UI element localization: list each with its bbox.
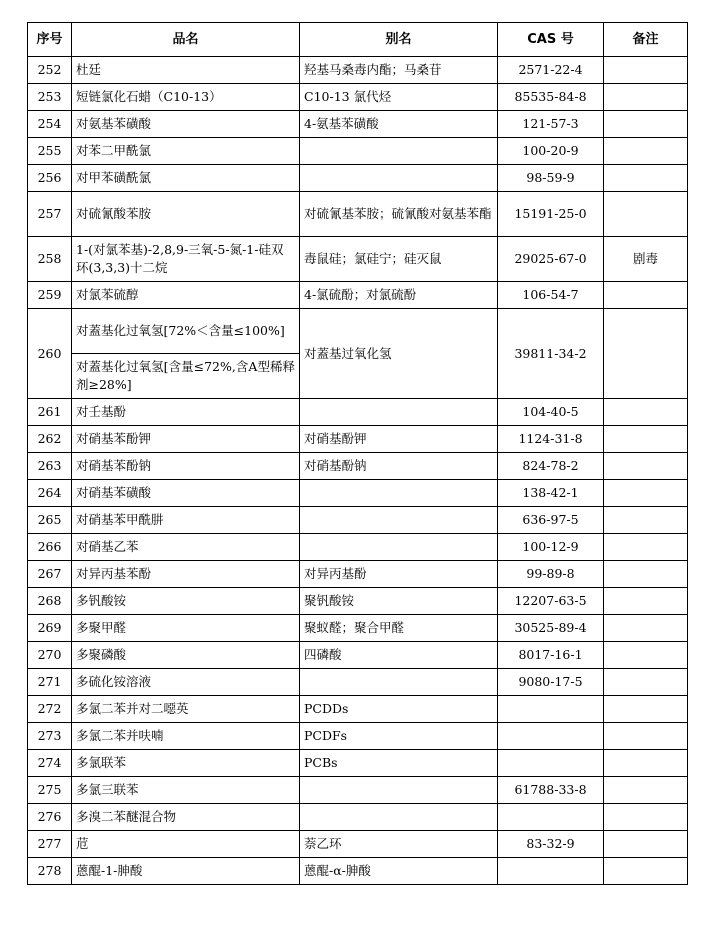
table-row	[28, 804, 688, 831]
cell-alias: 4-氨基苯磺酸	[300, 111, 498, 138]
cell-serial-number: 277	[28, 831, 72, 858]
cell-serial-number: 270	[28, 642, 72, 669]
table-row	[28, 831, 688, 858]
header-serial-number: 序号	[28, 23, 72, 57]
cell-alias: PCDFs	[300, 723, 498, 750]
cell-serial-number: 266	[28, 534, 72, 561]
cell-serial-number: 262	[28, 426, 72, 453]
table-row	[28, 111, 688, 138]
cell-serial-number: 264	[28, 480, 72, 507]
cell-alias: 聚钒酸铵	[300, 588, 498, 615]
table-row	[28, 309, 688, 354]
cell-alias	[300, 399, 498, 426]
table-row	[28, 669, 688, 696]
table-row	[28, 165, 688, 192]
cell-product-name: 对壬基酚	[72, 399, 300, 426]
cell-cas-number: 138-42-1	[498, 480, 604, 507]
cell-serial-number: 272	[28, 696, 72, 723]
cell-alias: 对硝基酚钠	[300, 453, 498, 480]
cell-remark	[604, 561, 688, 588]
cell-remark	[604, 723, 688, 750]
cell-alias	[300, 165, 498, 192]
cell-product-name: 短链氯化石蜡（C10-13）	[72, 84, 300, 111]
cell-product-name: 苊	[72, 831, 300, 858]
cell-product-name: 蒽醌-1-胂酸	[72, 858, 300, 885]
cell-cas-number: 106-54-7	[498, 282, 604, 309]
cell-product-name: 多聚磷酸	[72, 642, 300, 669]
table-row	[28, 57, 688, 84]
header-remark: 备注	[604, 23, 688, 57]
cell-product-name: 对氯苯硫醇	[72, 282, 300, 309]
cell-remark	[604, 192, 688, 237]
cell-serial-number: 253	[28, 84, 72, 111]
cell-serial-number: 257	[28, 192, 72, 237]
cell-cas-number	[498, 804, 604, 831]
cell-remark	[604, 165, 688, 192]
cell-cas-number: 1124-31-8	[498, 426, 604, 453]
cell-cas-number: 39811-34-2	[498, 309, 604, 399]
cell-alias	[300, 480, 498, 507]
cell-product-name: 对苯二甲酰氯	[72, 138, 300, 165]
cell-serial-number: 271	[28, 669, 72, 696]
table-row	[28, 750, 688, 777]
cell-serial-number: 269	[28, 615, 72, 642]
cell-cas-number: 98-59-9	[498, 165, 604, 192]
cell-remark	[604, 642, 688, 669]
cell-product-name: 对蓋基化过氧氢[含量≤72%,含A型稀释剂≥28%]	[72, 354, 300, 399]
cell-remark	[604, 669, 688, 696]
cell-alias	[300, 507, 498, 534]
cell-cas-number: 636-97-5	[498, 507, 604, 534]
cell-remark	[604, 858, 688, 885]
table-row	[28, 192, 688, 237]
cell-alias	[300, 804, 498, 831]
table-row	[28, 561, 688, 588]
table-row	[28, 480, 688, 507]
cell-alias: 四磷酸	[300, 642, 498, 669]
cell-serial-number: 252	[28, 57, 72, 84]
cell-cas-number	[498, 696, 604, 723]
table-row	[28, 399, 688, 426]
cell-remark	[604, 750, 688, 777]
cell-remark	[604, 696, 688, 723]
cell-remark	[604, 534, 688, 561]
cell-cas-number	[498, 750, 604, 777]
cell-product-name: 杜廷	[72, 57, 300, 84]
cell-alias: 对蓋基过氧化氢	[300, 309, 498, 399]
cell-remark	[604, 453, 688, 480]
cell-remark	[604, 399, 688, 426]
cell-alias: PCDDs	[300, 696, 498, 723]
cell-remark	[604, 57, 688, 84]
cell-alias: 聚蚁醛；聚合甲醛	[300, 615, 498, 642]
cell-product-name: 多氯三联苯	[72, 777, 300, 804]
cell-cas-number: 100-20-9	[498, 138, 604, 165]
cell-alias	[300, 534, 498, 561]
cell-remark	[604, 831, 688, 858]
cell-remark	[604, 777, 688, 804]
cell-alias: 4-氯硫酚；对氯硫酚	[300, 282, 498, 309]
cell-remark	[604, 480, 688, 507]
cell-remark	[604, 426, 688, 453]
cell-remark	[604, 138, 688, 165]
table-row	[28, 282, 688, 309]
cell-cas-number: 104-40-5	[498, 399, 604, 426]
cell-cas-number: 2571-22-4	[498, 57, 604, 84]
cell-cas-number: 8017-16-1	[498, 642, 604, 669]
cell-product-name: 对硫氰酸苯胺	[72, 192, 300, 237]
cell-cas-number: 9080-17-5	[498, 669, 604, 696]
cell-remark	[604, 111, 688, 138]
cell-product-name: 对硝基苯酚钠	[72, 453, 300, 480]
table-row	[28, 453, 688, 480]
cell-cas-number: 29025-67-0	[498, 237, 604, 282]
table-row	[28, 534, 688, 561]
table-row	[28, 858, 688, 885]
cell-serial-number: 259	[28, 282, 72, 309]
cell-cas-number	[498, 858, 604, 885]
cell-remark	[604, 282, 688, 309]
cell-remark: 剧毒	[604, 237, 688, 282]
cell-serial-number: 254	[28, 111, 72, 138]
table-row	[28, 426, 688, 453]
cell-product-name: 多氯联苯	[72, 750, 300, 777]
cell-alias: PCBs	[300, 750, 498, 777]
cell-cas-number: 15191-25-0	[498, 192, 604, 237]
cell-serial-number: 274	[28, 750, 72, 777]
table-row	[28, 642, 688, 669]
cell-remark	[604, 84, 688, 111]
cell-serial-number: 260	[28, 309, 72, 399]
cell-alias: 毒鼠硅；氯硅宁；硅灭鼠	[300, 237, 498, 282]
cell-serial-number: 258	[28, 237, 72, 282]
table-row	[28, 138, 688, 165]
table-row	[28, 84, 688, 111]
cell-product-name: 对甲苯磺酰氯	[72, 165, 300, 192]
cell-product-name: 对硝基苯甲酰肼	[72, 507, 300, 534]
cell-cas-number: 99-89-8	[498, 561, 604, 588]
cell-cas-number: 100-12-9	[498, 534, 604, 561]
table-row	[28, 696, 688, 723]
cell-alias	[300, 669, 498, 696]
cell-cas-number: 85535-84-8	[498, 84, 604, 111]
cell-serial-number: 263	[28, 453, 72, 480]
table-row	[28, 237, 688, 282]
cell-serial-number: 273	[28, 723, 72, 750]
cell-alias: 对硫氰基苯胺；硫氰酸对氨基苯酯	[300, 192, 498, 237]
cell-product-name: 多钒酸铵	[72, 588, 300, 615]
cell-serial-number: 267	[28, 561, 72, 588]
cell-remark	[604, 615, 688, 642]
cell-product-name: 对硝基苯磺酸	[72, 480, 300, 507]
header-alias: 别名	[300, 23, 498, 57]
cell-product-name: 多聚甲醛	[72, 615, 300, 642]
header-cas-number: CAS 号	[498, 23, 604, 57]
cell-remark	[604, 507, 688, 534]
cell-serial-number: 278	[28, 858, 72, 885]
cell-serial-number: 265	[28, 507, 72, 534]
cell-product-name: 多氯二苯并呋喃	[72, 723, 300, 750]
cell-product-name: 多溴二苯醚混合物	[72, 804, 300, 831]
cell-serial-number: 256	[28, 165, 72, 192]
cell-cas-number: 61788-33-8	[498, 777, 604, 804]
cell-remark	[604, 804, 688, 831]
cell-product-name: 对硝基乙苯	[72, 534, 300, 561]
cell-product-name: 对蓋基化过氧氢[72%＜含量≤100%]	[72, 309, 300, 354]
table-row	[28, 615, 688, 642]
cell-product-name: 多氯二苯并对二噁英	[72, 696, 300, 723]
cell-remark	[604, 309, 688, 399]
chemical-catalog-table	[27, 22, 688, 885]
cell-cas-number: 30525-89-4	[498, 615, 604, 642]
table-row	[28, 507, 688, 534]
cell-alias: 羟基马桑毒内酯；马桑苷	[300, 57, 498, 84]
cell-alias: 萘乙环	[300, 831, 498, 858]
cell-alias: 对硝基酚钾	[300, 426, 498, 453]
cell-alias: 蒽醌-α-胂酸	[300, 858, 498, 885]
table-row	[28, 777, 688, 804]
cell-serial-number: 275	[28, 777, 72, 804]
cell-cas-number: 121-57-3	[498, 111, 604, 138]
cell-alias	[300, 777, 498, 804]
cell-alias	[300, 138, 498, 165]
cell-cas-number: 83-32-9	[498, 831, 604, 858]
cell-product-name: 1-(对氯苯基)-2,8,9-三氧-5-氮-1-硅双环(3,3,3)十二烷	[72, 237, 300, 282]
cell-serial-number: 255	[28, 138, 72, 165]
cell-cas-number: 12207-63-5	[498, 588, 604, 615]
cell-cas-number	[498, 723, 604, 750]
cell-serial-number: 261	[28, 399, 72, 426]
table-header-row	[28, 23, 688, 57]
cell-product-name: 对异丙基苯酚	[72, 561, 300, 588]
table-row	[28, 723, 688, 750]
cell-alias: C10-13 氯代烃	[300, 84, 498, 111]
table-row	[28, 588, 688, 615]
cell-serial-number: 268	[28, 588, 72, 615]
cell-alias: 对异丙基酚	[300, 561, 498, 588]
cell-serial-number: 276	[28, 804, 72, 831]
cell-product-name: 对氨基苯磺酸	[72, 111, 300, 138]
header-product-name: 品名	[72, 23, 300, 57]
cell-product-name: 多硫化铵溶液	[72, 669, 300, 696]
cell-remark	[604, 588, 688, 615]
cell-cas-number: 824-78-2	[498, 453, 604, 480]
cell-product-name: 对硝基苯酚钾	[72, 426, 300, 453]
